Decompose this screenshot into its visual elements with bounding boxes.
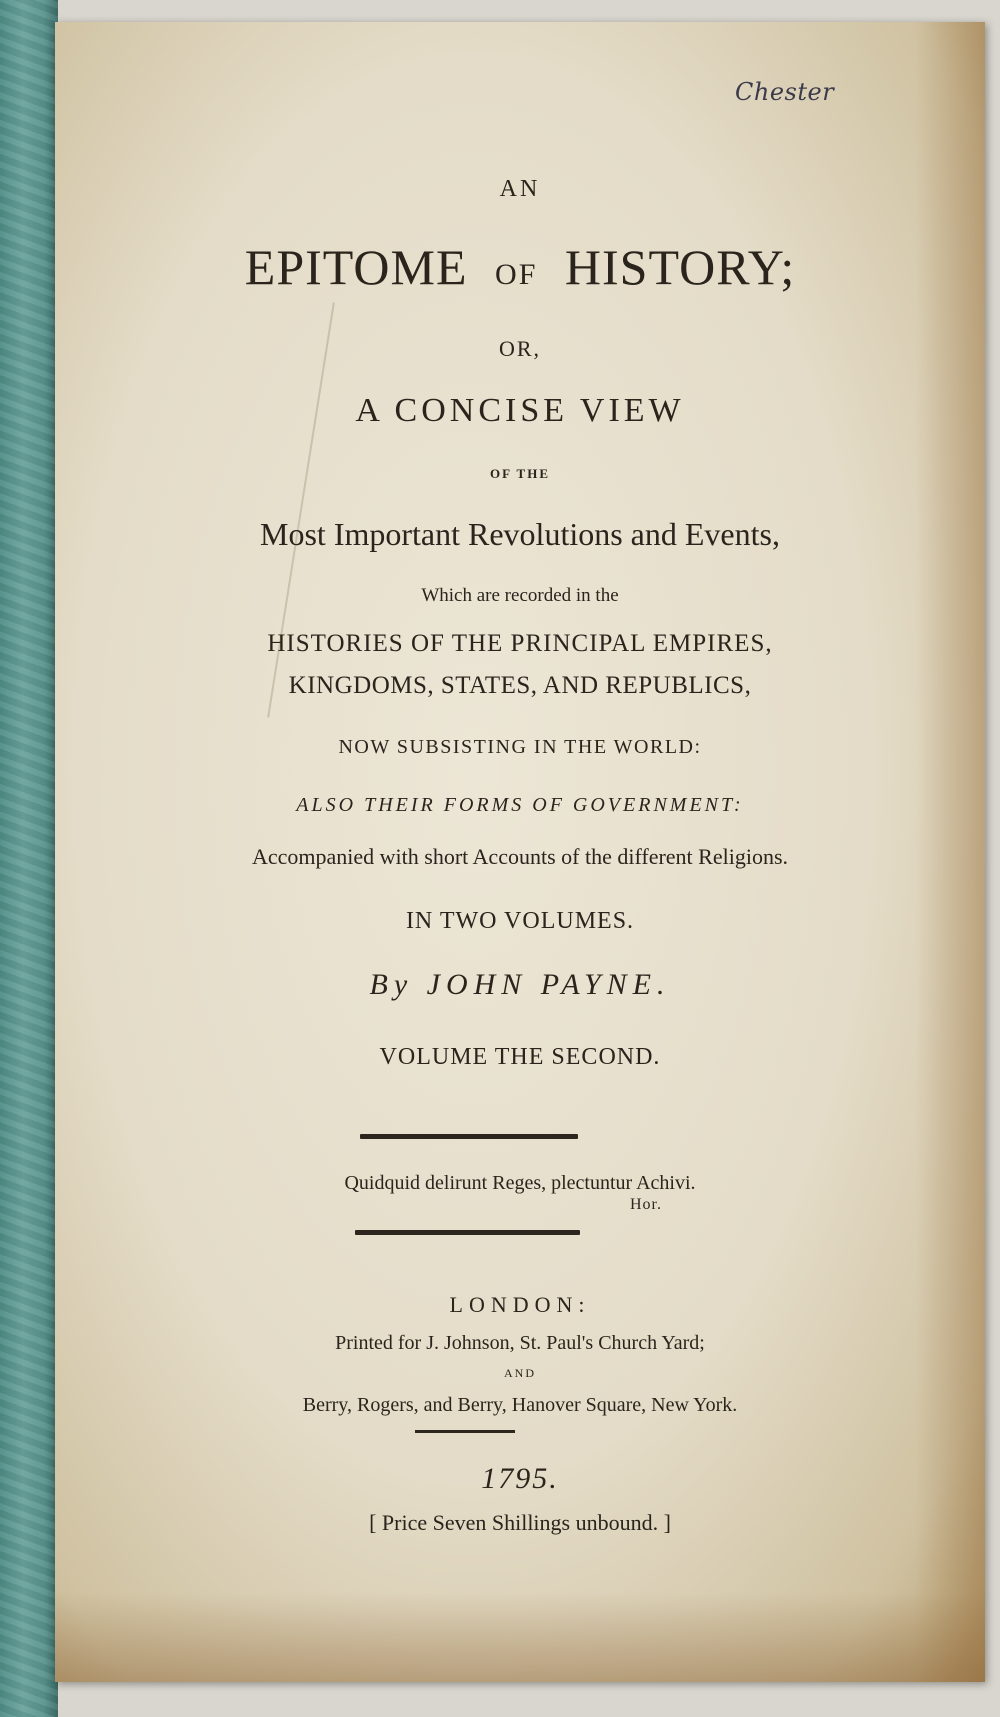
recorded-line: Which are recorded in the	[421, 585, 619, 606]
religions-line: Accompanied with short Accounts of the different Religions.	[251, 844, 789, 869]
of-the-line: OF THE	[489, 466, 551, 481]
publication-year: 1795.	[481, 1462, 559, 1495]
handwritten-annotation: Chester	[735, 78, 835, 106]
imprint-printer: Printed for J. Johnson, St. Paul's Church Yard;	[335, 1332, 705, 1354]
price-line: [ Price Seven Shillings unbound. ]	[369, 1510, 671, 1535]
title-or: OR,	[498, 336, 542, 361]
volumes-line: IN TWO VOLUMES.	[405, 908, 635, 934]
government-line: ALSO THEIR FORMS OF GOVERNMENT:	[296, 794, 744, 816]
volume-number: VOLUME THE SECOND.	[379, 1044, 661, 1070]
ornamental-rule-top	[360, 1134, 578, 1139]
short-rule	[415, 1430, 515, 1433]
main-title-word-epitome: EPITOME	[244, 239, 468, 295]
imprint-new-york: Berry, Rogers, and Berry, Hanover Square, New York.	[302, 1394, 738, 1416]
main-title	[55, 238, 985, 296]
histories-line: HISTORIES OF THE PRINCIPAL EMPIRES,	[267, 630, 773, 657]
main-title-word-history: HISTORY;	[564, 239, 796, 295]
imprint-and: AND	[504, 1366, 536, 1380]
ornamental-rule-bottom	[355, 1230, 580, 1235]
imprint-city: LONDON:	[449, 1292, 591, 1317]
epigraph-quote: Quidquid delirunt Reges, plectuntur Achivi.	[344, 1172, 696, 1194]
epigraph-source: Hor.	[630, 1196, 662, 1213]
kingdoms-line: KINGDOMS, STATES, AND REPUBLICS,	[288, 672, 752, 699]
subtitle: A CONCISE VIEW	[355, 392, 685, 429]
author-line: By JOHN PAYNE.	[369, 968, 671, 1001]
subsisting-line: NOW SUBSISTING IN THE WORLD:	[338, 736, 702, 758]
events-line: Most Important Revolutions and Events,	[260, 516, 780, 552]
title-article: AN	[499, 176, 541, 202]
book-cover-spine	[0, 0, 58, 1717]
main-title-word-of: OF	[495, 258, 538, 291]
